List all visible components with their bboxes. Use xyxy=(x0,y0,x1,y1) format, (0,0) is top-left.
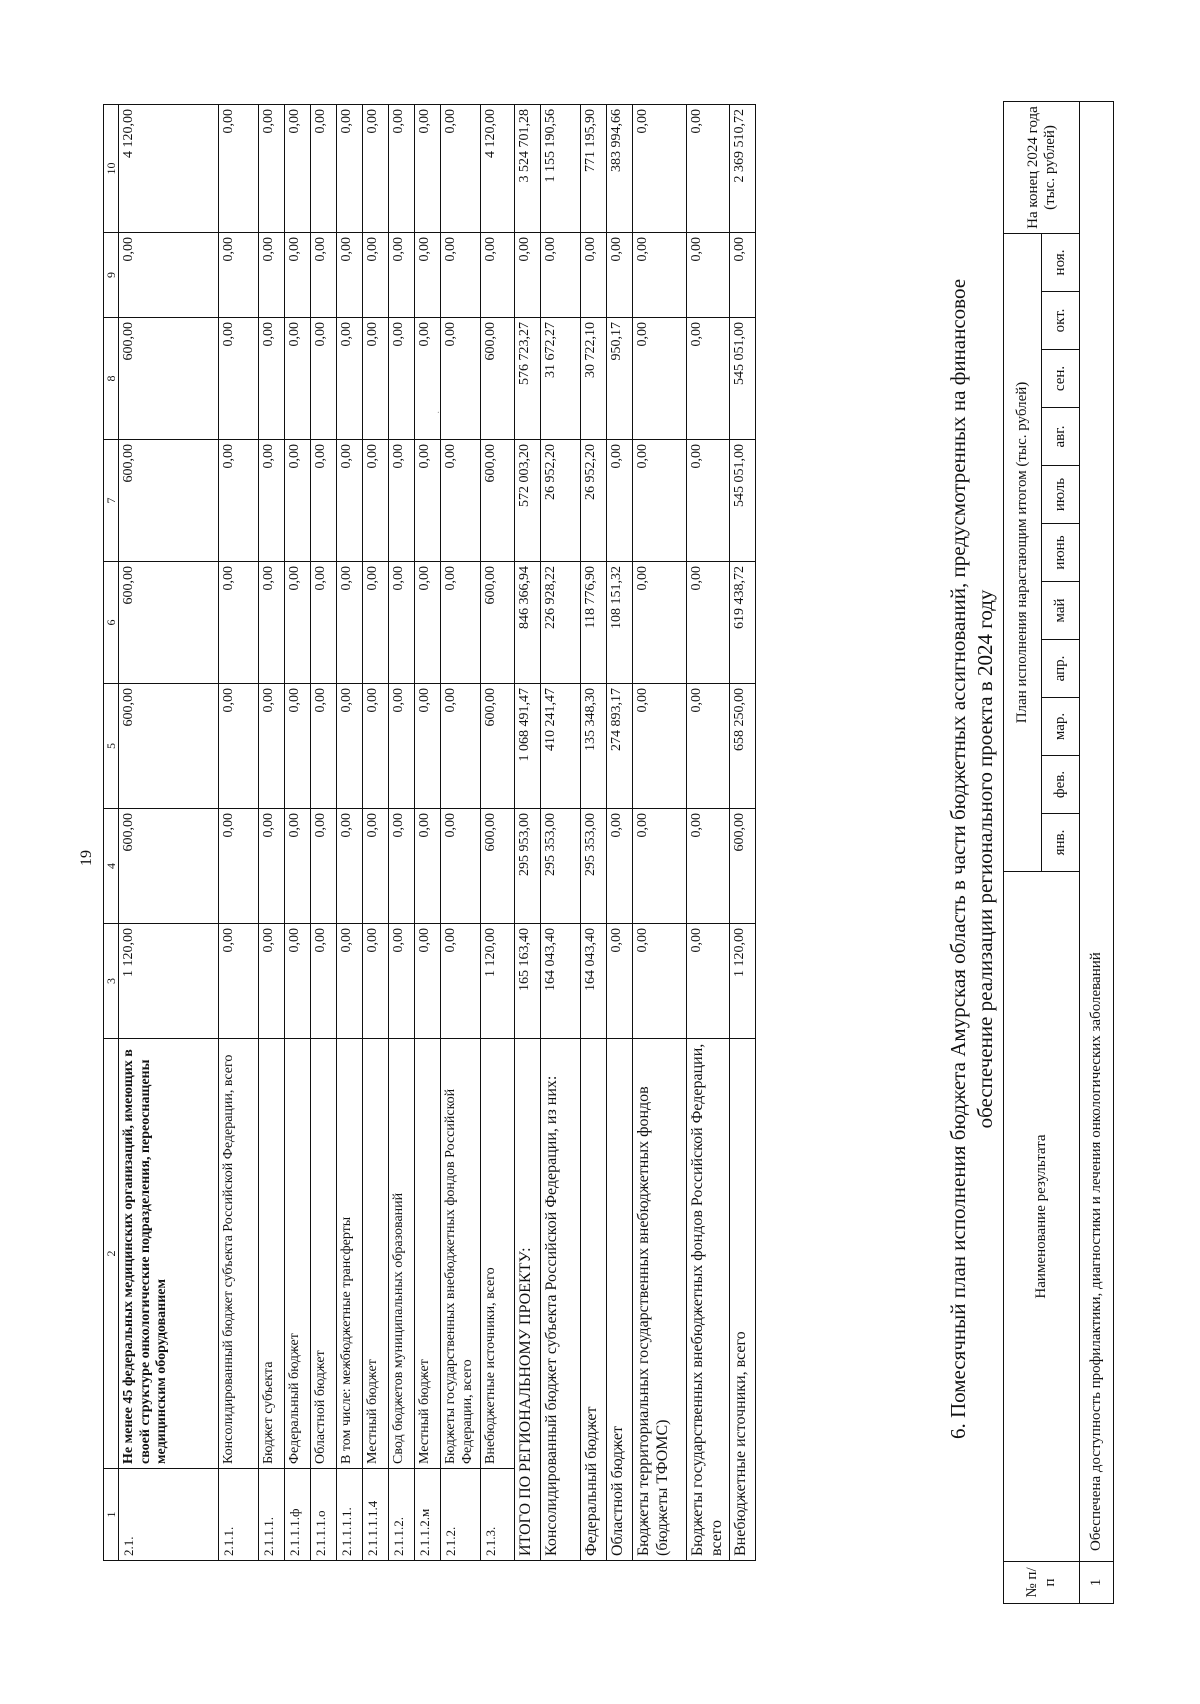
total-breakdown-row xyxy=(541,105,581,1561)
scan-speck: · xyxy=(434,410,445,414)
value-cell: 0,00 xyxy=(285,924,311,1039)
total-value-cell: 226 928,22 xyxy=(541,562,581,684)
value-cell: 0,00 xyxy=(311,105,337,233)
value-cell: 600,00 xyxy=(119,318,219,440)
col-header-plan: План исполнения нарастающим итогом (тыс. рублей) xyxy=(1004,234,1042,872)
total-value-cell: 619 438,72 xyxy=(729,562,755,684)
row-code: 2.1.1. xyxy=(219,1469,259,1561)
total-value-cell: 0,00 xyxy=(633,809,687,924)
value-cell: 0,00 xyxy=(441,105,481,233)
total-breakdown-row xyxy=(581,105,607,1561)
row-name: Местный бюджет xyxy=(415,1039,441,1469)
value-cell: 0,00 xyxy=(285,809,311,924)
value-cell: 0,00 xyxy=(389,318,415,440)
value-cell: 0,00 xyxy=(389,924,415,1039)
value-cell: 600,00 xyxy=(481,562,515,684)
value-cell: 0,00 xyxy=(363,440,389,562)
row-code: 2.1.1.1. xyxy=(259,1469,285,1561)
total-value-cell: 410 241,47 xyxy=(541,684,581,809)
row-code: 2.1.1.2. xyxy=(389,1469,415,1561)
value-cell: 0,00 xyxy=(311,684,337,809)
row-code: 2.1.3. xyxy=(481,1469,515,1561)
value-cell: 0,00 xyxy=(441,440,481,562)
total-value-cell: 846 366,94 xyxy=(515,562,541,684)
column-number: 1 xyxy=(104,1469,119,1561)
value-cell: 0,00 xyxy=(363,105,389,233)
total-value-cell: 545 051,00 xyxy=(729,440,755,562)
value-cell: 0,00 xyxy=(337,924,363,1039)
total-value-cell: 165 163,40 xyxy=(515,924,541,1039)
column-number: 5 xyxy=(104,684,119,809)
value-cell: 0,00 xyxy=(389,562,415,684)
total-name: Областной бюджет xyxy=(607,1039,633,1561)
total-name: Федеральный бюджет xyxy=(581,1039,607,1561)
table-row xyxy=(119,105,219,1561)
total-value-cell: 0,00 xyxy=(633,684,687,809)
table-row xyxy=(311,105,337,1561)
value-cell: 0,00 xyxy=(363,924,389,1039)
row-code: 2.1.1.2.м xyxy=(415,1469,441,1561)
value-cell: 0,00 xyxy=(259,440,285,562)
value-cell: 0,00 xyxy=(363,562,389,684)
value-cell: 0,00 xyxy=(337,809,363,924)
col-header-number: № п/п xyxy=(1004,1562,1080,1604)
table-row xyxy=(415,105,441,1561)
value-cell: 0,00 xyxy=(219,233,259,318)
total-value-cell: 0,00 xyxy=(687,684,730,809)
value-cell: 0,00 xyxy=(219,105,259,233)
total-value-cell: 383 994,66 xyxy=(607,105,633,233)
value-cell: 0,00 xyxy=(285,684,311,809)
value-cell: 0,00 xyxy=(259,105,285,233)
monthly-plan-table xyxy=(1003,101,1114,1604)
value-cell: 0,00 xyxy=(311,318,337,440)
total-value-cell: 600,00 xyxy=(729,809,755,924)
value-cell: 0,00 xyxy=(363,809,389,924)
value-cell: 0,00 xyxy=(219,318,259,440)
month-header: июль xyxy=(1042,466,1080,524)
value-cell: 0,00 xyxy=(219,684,259,809)
value-cell: 0,00 xyxy=(311,924,337,1039)
table-row xyxy=(441,105,481,1561)
row-name: Местный бюджет xyxy=(363,1039,389,1469)
total-name: Бюджеты государственных внебюджетных фондов Российской Федерации, всего xyxy=(687,1039,730,1561)
value-cell: 600,00 xyxy=(119,809,219,924)
value-cell: 0,00 xyxy=(219,809,259,924)
month-header: ноя. xyxy=(1042,234,1080,292)
total-value-cell: 0,00 xyxy=(607,809,633,924)
total-value-cell: 0,00 xyxy=(687,924,730,1039)
column-number: 10 xyxy=(104,105,119,233)
total-breakdown-row xyxy=(729,105,755,1561)
value-cell: 0,00 xyxy=(337,440,363,562)
total-value-cell: 31 672,27 xyxy=(541,318,581,440)
budget-table-body xyxy=(104,105,756,1561)
value-cell: 0,00 xyxy=(363,318,389,440)
table-row xyxy=(363,105,389,1561)
row-name: В том числе: межбюджетные трансферты xyxy=(337,1039,363,1469)
table-row xyxy=(337,105,363,1561)
value-cell: 0,00 xyxy=(337,684,363,809)
value-cell: 0,00 xyxy=(311,440,337,562)
value-cell: 0,00 xyxy=(219,440,259,562)
month-header: мар. xyxy=(1042,698,1080,756)
value-cell: 0,00 xyxy=(389,684,415,809)
month-header: фев. xyxy=(1042,756,1080,814)
total-value-cell: 1 155 190,56 xyxy=(541,105,581,233)
section-6-title-line-2: обеспечение реализации регионального проекта в 2024 году xyxy=(972,589,997,1129)
total-breakdown-row xyxy=(607,105,633,1561)
value-cell: 0,00 xyxy=(311,233,337,318)
row-code: 2.1.1.1.о xyxy=(311,1469,337,1561)
value-cell: 0,00 xyxy=(389,105,415,233)
value-cell: 0,00 xyxy=(259,809,285,924)
total-value-cell: 0,00 xyxy=(633,318,687,440)
total-breakdown-row xyxy=(633,105,687,1561)
total-value-cell: 1 068 491,47 xyxy=(515,684,541,809)
table-row xyxy=(481,105,515,1561)
value-cell: 0,00 xyxy=(389,809,415,924)
column-number: 6 xyxy=(104,562,119,684)
value-cell: 0,00 xyxy=(285,440,311,562)
total-row xyxy=(515,105,541,1561)
row-name: Свод бюджетов муниципальных образований xyxy=(389,1039,415,1469)
total-value-cell: 771 195,90 xyxy=(581,105,607,233)
value-cell: 0,00 xyxy=(441,684,481,809)
value-cell: 0,00 xyxy=(311,809,337,924)
total-value-cell: 164 043,40 xyxy=(541,924,581,1039)
value-cell: 0,00 xyxy=(285,233,311,318)
total-value-cell: 576 723,27 xyxy=(515,318,541,440)
row-code: 2.1.2. xyxy=(441,1469,481,1561)
value-cell: 0,00 xyxy=(337,233,363,318)
total-value-cell: 545 051,00 xyxy=(729,318,755,440)
total-value-cell: 0,00 xyxy=(687,105,730,233)
value-cell: 0,00 xyxy=(259,684,285,809)
total-value-cell: 950,17 xyxy=(607,318,633,440)
total-value-cell: 118 776,90 xyxy=(581,562,607,684)
total-value-cell: 274 893,17 xyxy=(607,684,633,809)
value-cell: 0,00 xyxy=(337,318,363,440)
value-cell: 0,00 xyxy=(415,562,441,684)
total-value-cell: 0,00 xyxy=(687,562,730,684)
value-cell: 0,00 xyxy=(259,924,285,1039)
section-6-heading xyxy=(945,164,998,1554)
total-value-cell: 0,00 xyxy=(607,924,633,1039)
total-value-cell: 295 353,00 xyxy=(541,809,581,924)
value-cell: 0,00 xyxy=(259,562,285,684)
total-value-cell: 3 524 701,28 xyxy=(515,105,541,233)
total-value-cell: 0,00 xyxy=(633,562,687,684)
value-cell: 0,00 xyxy=(363,233,389,318)
total-value-cell: 0,00 xyxy=(687,318,730,440)
value-cell: 0,00 xyxy=(363,684,389,809)
section-6-title-line-1: 6. Помесячный план исполнения бюджета Амурская область в части бюджетных ассигнований, предусмотренных на финансовое xyxy=(946,278,970,1440)
row-name: Бюджет субъекта xyxy=(259,1039,285,1469)
total-value-cell: 164 043,40 xyxy=(581,924,607,1039)
column-number: 7 xyxy=(104,440,119,562)
col-header-year-end: На конец 2024 года (тыс. рублей) xyxy=(1004,102,1080,234)
value-cell: 4 120,00 xyxy=(481,105,515,233)
row-name: Внебюджетные источники, всего xyxy=(481,1039,515,1469)
value-cell: 0,00 xyxy=(441,233,481,318)
value-cell: 0,00 xyxy=(481,233,515,318)
total-value-cell: 0,00 xyxy=(633,440,687,562)
value-cell: 0,00 xyxy=(415,233,441,318)
value-cell: 0,00 xyxy=(415,924,441,1039)
row-name: Бюджеты государственных внебюджетных фондов Российской Федерации, всего xyxy=(441,1039,481,1469)
total-name: Бюджеты территориальных государственных внебюджетных фондов (бюджеты ТФОМС) xyxy=(633,1039,687,1561)
total-value-cell: 0,00 xyxy=(687,233,730,318)
table-row xyxy=(219,105,259,1561)
row-code: 2.1. xyxy=(119,1469,219,1561)
total-value-cell: 0,00 xyxy=(687,809,730,924)
total-value-cell: 26 952,20 xyxy=(541,440,581,562)
value-cell: 600,00 xyxy=(119,684,219,809)
total-value-cell: 0,00 xyxy=(541,233,581,318)
column-number: 4 xyxy=(104,809,119,924)
value-cell: 0,00 xyxy=(441,318,481,440)
value-cell: 0,00 xyxy=(415,318,441,440)
value-cell: 0,00 xyxy=(415,105,441,233)
value-cell: 600,00 xyxy=(481,440,515,562)
total-value-cell: 1 120,00 xyxy=(729,924,755,1039)
column-number-row xyxy=(104,105,119,1561)
month-header: авг. xyxy=(1042,408,1080,466)
value-cell: 0,00 xyxy=(441,809,481,924)
value-cell: 0,00 xyxy=(415,440,441,562)
total-value-cell: 658 250,00 xyxy=(729,684,755,809)
value-cell: 0,00 xyxy=(285,318,311,440)
total-value-cell: 26 952,20 xyxy=(581,440,607,562)
column-number: 8 xyxy=(104,318,119,440)
value-cell: 0,00 xyxy=(389,233,415,318)
row-code: 2.1.1.1.1. xyxy=(337,1469,363,1561)
value-cell: 0,00 xyxy=(415,809,441,924)
total-value-cell: 0,00 xyxy=(607,233,633,318)
value-cell: 0,00 xyxy=(259,233,285,318)
total-name: Внебюджетные источники, всего xyxy=(729,1039,755,1561)
value-cell: 0,00 xyxy=(311,562,337,684)
row-name: Областной бюджет xyxy=(311,1039,337,1469)
table-row xyxy=(285,105,311,1561)
value-cell: 0,00 xyxy=(441,562,481,684)
month-header: май xyxy=(1042,582,1080,640)
page-number: 19 xyxy=(78,850,95,866)
column-number: 9 xyxy=(104,233,119,318)
month-header: янв. xyxy=(1042,814,1080,872)
total-value-cell: 0,00 xyxy=(633,105,687,233)
value-cell: 600,00 xyxy=(481,809,515,924)
value-cell: 0,00 xyxy=(415,684,441,809)
month-header: апр. xyxy=(1042,640,1080,698)
col-header-result-name: Наименование результата xyxy=(1004,872,1080,1562)
value-cell: 0,00 xyxy=(119,233,219,318)
total-value-cell: 295 953,00 xyxy=(515,809,541,924)
value-cell: 0,00 xyxy=(259,318,285,440)
value-cell: 600,00 xyxy=(119,562,219,684)
table-row xyxy=(389,105,415,1561)
value-cell: 1 120,00 xyxy=(481,924,515,1039)
total-value-cell: 135 348,30 xyxy=(581,684,607,809)
value-cell: 600,00 xyxy=(119,440,219,562)
value-cell: 0,00 xyxy=(337,105,363,233)
value-cell: 0,00 xyxy=(219,562,259,684)
total-breakdown-row xyxy=(687,105,730,1561)
total-value-cell: 0,00 xyxy=(515,233,541,318)
value-cell: 0,00 xyxy=(337,562,363,684)
column-number: 3 xyxy=(104,924,119,1039)
total-value-cell: 0,00 xyxy=(633,233,687,318)
total-value-cell: 0,00 xyxy=(633,924,687,1039)
row-name: Не менее 45 федеральных медицинских организаций, имеющих в своей структуре онкологические подразделения, переоснащены медицинским оборудованием xyxy=(119,1039,219,1469)
total-value-cell: 108 151,32 xyxy=(607,562,633,684)
total-value-cell: 30 722,10 xyxy=(581,318,607,440)
value-cell: 0,00 xyxy=(441,924,481,1039)
value-cell: 0,00 xyxy=(389,440,415,562)
total-value-cell: 0,00 xyxy=(607,440,633,562)
value-cell: 1 120,00 xyxy=(119,924,219,1039)
row-1-result-text: Обеспечена доступность профилактики, диагностики и лечения онкологических заболеваний xyxy=(1080,102,1114,1562)
value-cell: 600,00 xyxy=(481,684,515,809)
budget-table xyxy=(103,104,756,1561)
row-1-number: 1 xyxy=(1080,1562,1114,1604)
value-cell: 600,00 xyxy=(481,318,515,440)
row-code: 2.1.1.1.ф xyxy=(285,1469,311,1561)
value-cell: 0,00 xyxy=(285,562,311,684)
row-name: Консолидированный бюджет субъекта Российской Федерации, всего xyxy=(219,1039,259,1469)
total-value-cell: 0,00 xyxy=(729,233,755,318)
table-row xyxy=(259,105,285,1561)
total-value-cell: 0,00 xyxy=(687,440,730,562)
month-header: июнь xyxy=(1042,524,1080,582)
row-code: 2.1.1.1.1.4 xyxy=(363,1469,389,1561)
value-cell: 4 120,00 xyxy=(119,105,219,233)
column-number: 2 xyxy=(104,1039,119,1469)
total-value-cell: 572 003,20 xyxy=(515,440,541,562)
value-cell: 0,00 xyxy=(219,924,259,1039)
total-value-cell: 295 353,00 xyxy=(581,809,607,924)
month-header: окт. xyxy=(1042,292,1080,350)
month-header: сен. xyxy=(1042,350,1080,408)
total-name: ИТОГО ПО РЕГИОНАЛЬНОМУ ПРОЕКТУ: xyxy=(515,1039,541,1561)
total-value-cell: 0,00 xyxy=(581,233,607,318)
value-cell: 0,00 xyxy=(285,105,311,233)
total-name: Консолидированный бюджет субъекта Российской Федерации, из них: xyxy=(541,1039,581,1561)
row-name: Федеральный бюджет xyxy=(285,1039,311,1469)
total-value-cell: 2 369 510,72 xyxy=(729,105,755,233)
